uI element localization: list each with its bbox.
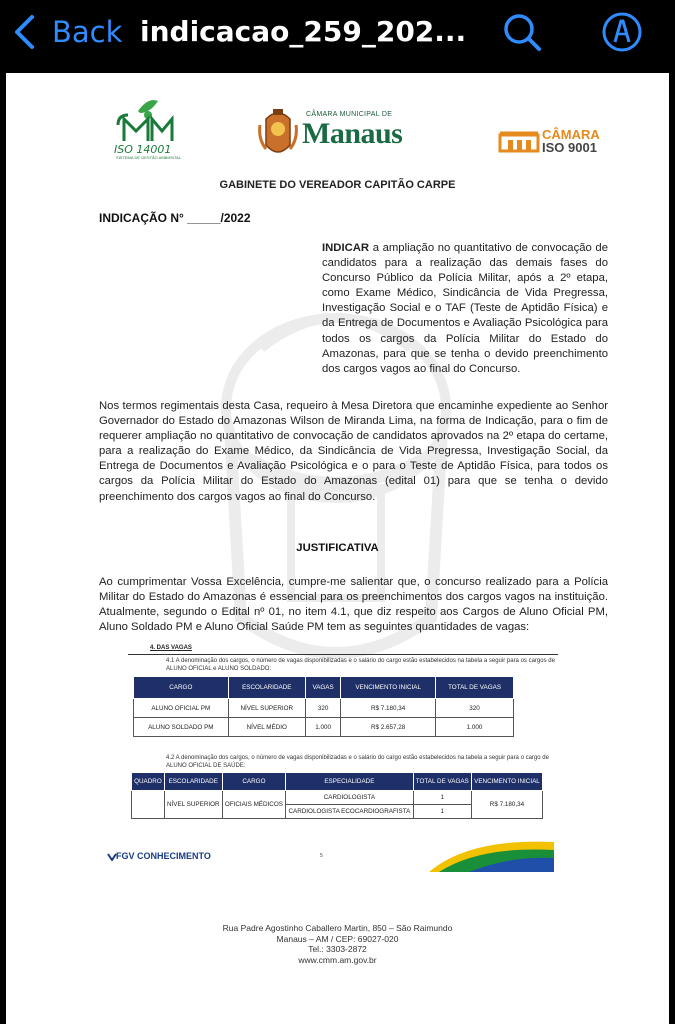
- table-cell: R$ 2.657,28: [341, 718, 436, 737]
- search-button[interactable]: [500, 10, 544, 54]
- table-cell: 1: [413, 805, 471, 819]
- iso-9001-line1: CÂMARA: [542, 127, 600, 142]
- table-header-cell: VENCIMENTO INICIAL: [471, 773, 542, 791]
- manaus-logo-small-text: CÂMARA MUNICIPAL DE: [306, 111, 393, 118]
- table-header-cell: ESCOLARIDADE: [164, 773, 222, 791]
- table-cell: OFICIAIS MÉDICOS: [222, 791, 285, 819]
- vagas-table-saude: [131, 772, 543, 819]
- table-cell: CARDIOLOGISTA ECOCARDIOGRAFISTA: [286, 805, 414, 819]
- table-cell: R$ 7.180,34: [341, 699, 436, 718]
- back-button[interactable]: [12, 12, 122, 52]
- document-page[interactable]: [6, 73, 669, 1024]
- table-header-cell: CARGO: [222, 773, 285, 791]
- table-cell: NÍVEL MÉDIO: [228, 718, 305, 737]
- vagas-table-aluno: [133, 676, 514, 737]
- markup-pen-icon: [600, 10, 644, 54]
- footer-website: www.cmm.am.gov.br: [298, 954, 377, 965]
- manaus-logo-text: Manaus: [302, 117, 403, 150]
- table-cell: NÍVEL SUPERIOR: [164, 791, 222, 819]
- indicacao-summary: [322, 241, 608, 377]
- iso-14001-subtext: SISTEMA DE GESTÃO AMBIENTAL: [116, 155, 182, 160]
- summary-text: a ampliação no quantitativo de convocação de candidatos para a realização das demais fases do Concurso Público da Polícia Militar, após a 2º etapa, como Exame Médico, Sindicância de Vida Pregressa, Investigação Social e o TAF (Teste de Aptidão Física) e da Entrega de Documentos e Avaliação Psicológica para todos os cargos da Polícia Militar do Estado do Amazonas, para que se tenha o devido preenchimento dos cargos vagos ao final do Concurso.: [322, 242, 608, 375]
- iso-14001-logo: [114, 95, 182, 161]
- table-header-cell: QUADRO: [132, 773, 165, 791]
- table-cell: R$ 7.180,34: [471, 791, 542, 819]
- edital-page-number: 5: [320, 853, 323, 859]
- footer-city: Manaus – AM / CEP: 69027-020: [276, 933, 399, 944]
- footer-phone: Tel.: 3303-2872: [308, 944, 367, 954]
- table-header-cell: TOTAL DE VAGAS: [436, 677, 514, 699]
- markup-button[interactable]: [600, 10, 644, 54]
- back-label: Back: [52, 15, 123, 49]
- table-row: [134, 699, 514, 718]
- table-cell: NÍVEL SUPERIOR: [228, 699, 305, 718]
- chevron-left-icon: [12, 14, 38, 50]
- table-cell: 320: [305, 699, 340, 718]
- table-header-cell: VAGAS: [305, 677, 340, 699]
- summary-lead: INDICAR: [322, 242, 370, 254]
- table-cell: 1: [413, 791, 471, 805]
- amazonas-flag-swoosh: [429, 838, 554, 872]
- table-cell: [132, 791, 165, 819]
- iso-9001-logo: [498, 127, 608, 157]
- camara-manaus-logo: [258, 105, 423, 165]
- table-cell: 1.000: [305, 718, 340, 737]
- paragraph-request: Nos termos regimentais desta Casa, requeiro à Mesa Diretora que encaminhe expediente ao Senhor Governador do Estado do Amazonas Wilson de Miranda Lima, na forma de Indicação, para o fim de requerer ampliação no quantitativo de convocação de candidatos aprovados na 2º etapa do certame, para a realização do Exame Médico, da Sindicância de Vida Pregressa, Investigação Social, da Entrega de Documentos e Avaliação Psicológica e o para o Teste de Aptidão Física, para todos os cargos da Polícia Militar do Estado do Amazonas (edital 01) para que se tenha o devido preenchimento dos cargos vagos ao final do Concurso.: [99, 400, 608, 503]
- search-icon: [500, 10, 544, 54]
- vagas-note-4-1: 4.1 A denominação dos cargos, o número de vagas disponibilizadas e o salário do cargo estão estabelecidos na tabela a seguir para os cargos de ALUNO OFICIAL e ALUNO SOLDADO:: [166, 658, 555, 672]
- iso-9001-line2: ISO 9001: [542, 140, 597, 155]
- document-title: indicacao_259_202...: [140, 15, 467, 48]
- table-cell: ALUNO OFICIAL PM: [134, 699, 229, 718]
- paragraph-justificativa: Ao cumprimentar Vossa Excelência, cumpre-me salientar que, o concurso realizado para a Polícia Militar do Estado do Amazonas é essencial para os preenchimentos dos cargos vagos na instituição. Atualmente, segundo o Edital nº 01, no item 4.1, que diz respeito aos Cargos de Aluno Oficial PM, Aluno Soldado PM e Aluno Oficial Saúde PM tem as seguintes quantidades de vagas:: [99, 576, 608, 634]
- building-icon: [498, 127, 540, 153]
- table-header-cell: ESPECIALIDADE: [286, 773, 414, 791]
- table-row: [132, 791, 543, 805]
- table-header-row: [134, 677, 514, 699]
- top-toolbar: [0, 0, 675, 66]
- footer-address: Rua Padre Agostinho Caballero Martin, 850 – São Raimundo: [222, 923, 453, 933]
- justificativa-heading: JUSTIFICATIVA: [296, 542, 379, 554]
- table-cell: ALUNO SOLDADO PM: [134, 718, 229, 737]
- table-header-cell: TOTAL DE VAGAS: [413, 773, 471, 791]
- table-cell: 320: [436, 699, 514, 718]
- indicacao-number: INDICAÇÃO N° _____/2022: [99, 211, 251, 225]
- table-cell: CARDIOLOGISTA: [286, 791, 414, 805]
- table-row: [134, 718, 514, 737]
- table-header-row: [132, 773, 543, 791]
- table-header-cell: VENCIMENTO INICIAL: [341, 677, 436, 699]
- table-cell: 1.000: [436, 718, 514, 737]
- gabinete-heading: GABINETE DO VEREADOR CAPITÃO CARPE: [219, 179, 456, 191]
- fgv-logo-text: [106, 851, 211, 861]
- crest-icon: [258, 105, 298, 163]
- vagas-section-title: 4. DAS VAGAS: [150, 645, 192, 651]
- table-header-cell: CARGO: [134, 677, 229, 699]
- vagas-note-4-2: 4.2 A denominação dos cargos, o número de vagas disponibilizadas e o salário do cargo estão estabelecidos na tabela a seguir para o cargo de ALUNO OFICIAL DE SAÚDE:: [166, 755, 549, 769]
- fgv-label: FGV CONHECIMENTO: [116, 851, 211, 861]
- page-footer: [6, 923, 669, 965]
- table-header-cell: ESCOLARIDADE: [228, 677, 305, 699]
- iso-14001-text: ISO 14001: [114, 143, 172, 156]
- leaf-icon: [114, 95, 178, 143]
- divider: [128, 654, 558, 655]
